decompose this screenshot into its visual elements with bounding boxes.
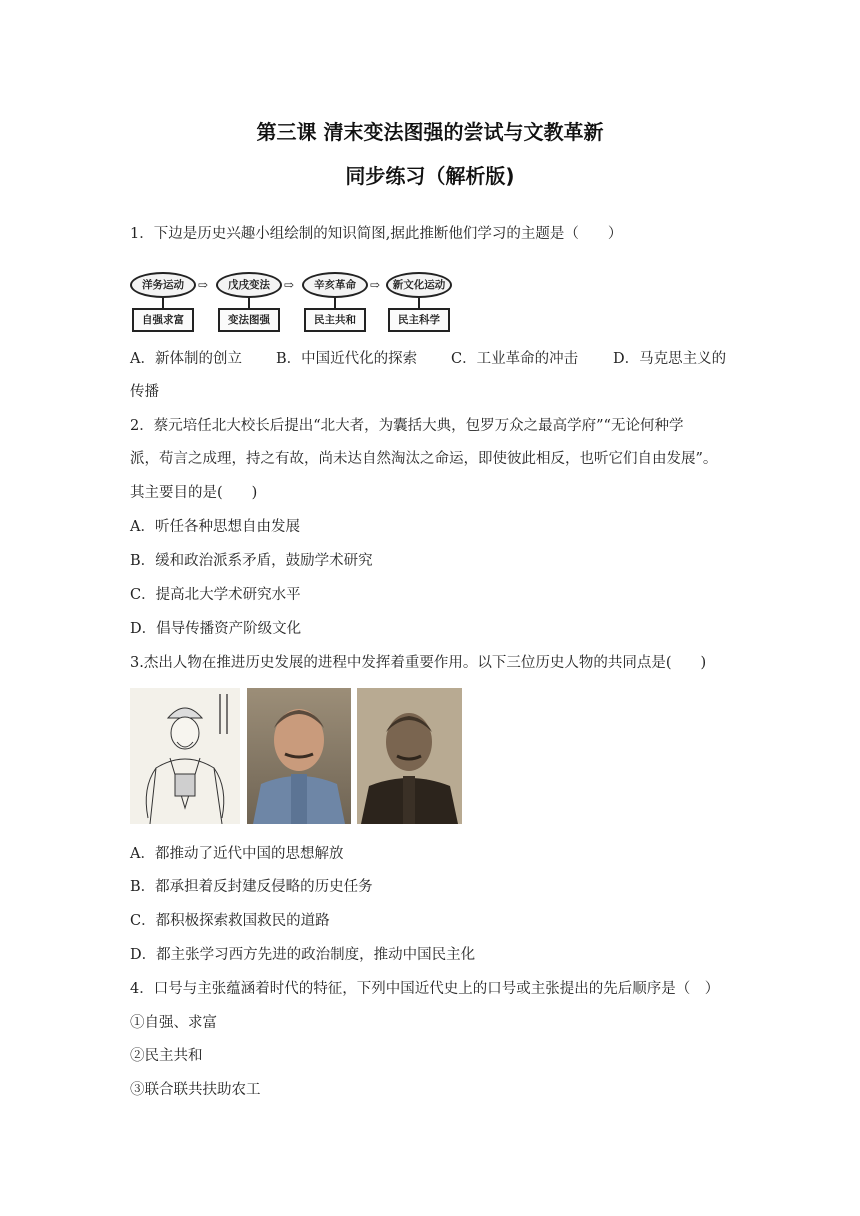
question-1-stem: 1．下边是历史兴趣小组绘制的知识简图,据此推断他们学习的主题是（ ） [130, 226, 623, 242]
diagram-connector [162, 298, 164, 308]
question-2-stem-line: 派，苟言之成理，持之有故，尚未达自然淘汰之命运，即使彼此相反，也听它们自由发展”。 [130, 451, 718, 467]
diagram-box-4: 民主科学 [388, 308, 450, 332]
diagram-arrow-1: ⇨ [198, 278, 209, 292]
option-b: B．都承担着反封建反侵略的历史任务 [130, 879, 373, 895]
diagram-arrow-3: ⇨ [370, 278, 381, 292]
option-b: B．缓和政治派系矛盾，鼓励学术研究 [130, 553, 373, 569]
diagram-box-2: 变法图强 [218, 308, 280, 332]
question-4-stem: 4．口号与主张蕴涵着时代的特征，下列中国近代史上的口号或主张提出的先后顺序是（ ） [130, 981, 720, 997]
diagram-oval-4: 新文化运动 [386, 272, 452, 298]
question-2-stem-line: 2．蔡元培任北大校长后提出“北大者，为囊括大典，包罗万众之最高学府”“无论何种学 [130, 418, 684, 434]
option-d: D．倡导传播资产阶级文化 [130, 621, 302, 637]
diagram-oval-3: 辛亥革命 [302, 272, 368, 298]
option-a: A．新体制的创立 [130, 351, 242, 367]
option-a: A．都推动了近代中国的思想解放 [130, 846, 344, 862]
diagram-arrow-2: ⇨ [284, 278, 295, 292]
diagram-oval-1: 洋务运动 [130, 272, 196, 298]
option-d: D．马克思主义的 [613, 351, 727, 367]
portrait-photo-2 [247, 688, 351, 824]
option-c: C．工业革命的冲击 [451, 351, 579, 367]
list-item: ①自强、求富 [130, 1015, 217, 1031]
list-item: ②民主共和 [130, 1048, 203, 1064]
diagram-box-3: 民主共和 [304, 308, 366, 332]
portrait-photo-3 [357, 688, 462, 824]
option-d-wrap: 传播 [130, 384, 159, 400]
option-c: C．提高北大学术研究水平 [130, 587, 301, 603]
option-a: A．听任各种思想自由发展 [130, 519, 300, 535]
option-d: D．都主张学习西方先进的政治制度，推动中国民主化 [130, 947, 476, 963]
page-subtitle: 同步练习（解析版) [345, 164, 515, 188]
diagram-oval-2: 戊戌变法 [216, 272, 282, 298]
question-2-stem-line: 其主要目的是( ) [130, 485, 258, 501]
diagram-connector [334, 298, 336, 308]
question-3-stem: 3.杰出人物在推进历史发展的进程中发挥着重要作用。以下三位历史人物的共同点是( ) [130, 655, 707, 671]
option-c: C．都积极探索救国救民的道路 [130, 913, 330, 929]
diagram-connector [418, 298, 420, 308]
option-b: B．中国近代化的探索 [276, 351, 418, 367]
page-title: 第三课 清末变法图强的尝试与文教革新 [256, 120, 604, 144]
diagram-connector [248, 298, 250, 308]
portrait-qing-official [130, 688, 240, 824]
list-item: ③联合联共扶助农工 [130, 1082, 261, 1098]
knowledge-flow-diagram [130, 270, 448, 332]
diagram-box-1: 自强求富 [132, 308, 194, 332]
